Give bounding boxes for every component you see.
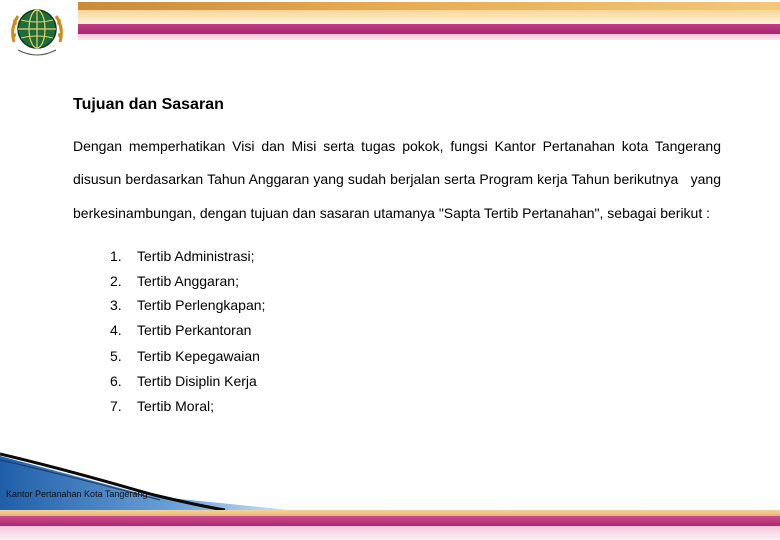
footer-stripe-purple <box>0 516 780 526</box>
list-item-number: 1. <box>110 248 122 264</box>
list-item-number: 6. <box>110 373 122 389</box>
header-stripe-pink <box>78 34 780 40</box>
list-item-text: Tertib Disiplin Kerja <box>137 373 257 389</box>
paragraph-line-1: Dengan memperhatikan Visi dan Misi serta tugas pokok, fungsi Kantor Pertanahan kota Tangerang <box>73 138 721 154</box>
footer-banner <box>0 510 780 540</box>
footer-label: Kantor Pertanahan Kota Tangerang <box>6 489 148 499</box>
list-item-text: Tertib Perkantoran <box>137 322 252 338</box>
page-title: Tujuan dan Sasaran <box>73 96 224 113</box>
header-stripe-purple <box>78 24 780 34</box>
footer-swoosh <box>0 450 300 512</box>
header-banner <box>78 2 780 42</box>
list-item-text: Tertib Anggaran; <box>137 273 239 289</box>
paragraph-line-3: berkesinambungan, dengan tujuan dan sasaran utamanya "Sapta Tertib Pertanahan", sebagai berikut : <box>73 205 711 221</box>
header-stripe-cream <box>78 10 780 24</box>
bpn-emblem-icon <box>6 2 68 62</box>
footer-stripe-pink <box>0 526 780 540</box>
list-item-text: Tertib Administrasi; <box>137 248 255 264</box>
paragraph-line-2: disusun berdasarkan Tahun Anggaran yang sudah berjalan serta Program kerja Tahun berikutnya yang <box>73 171 721 187</box>
list-item-number: 3. <box>110 297 122 313</box>
list-item-text: Tertib Moral; <box>137 398 215 414</box>
list-item-number: 5. <box>110 348 122 364</box>
header-stripe-orange <box>78 2 780 10</box>
list-item-number: 7. <box>110 398 122 414</box>
list-item-text: Tertib Perlengkapan; <box>137 297 266 313</box>
list-item-number: 2. <box>110 273 122 289</box>
list-item-number: 4. <box>110 322 122 338</box>
list-item-text: Tertib Kepegawaian <box>137 348 260 364</box>
